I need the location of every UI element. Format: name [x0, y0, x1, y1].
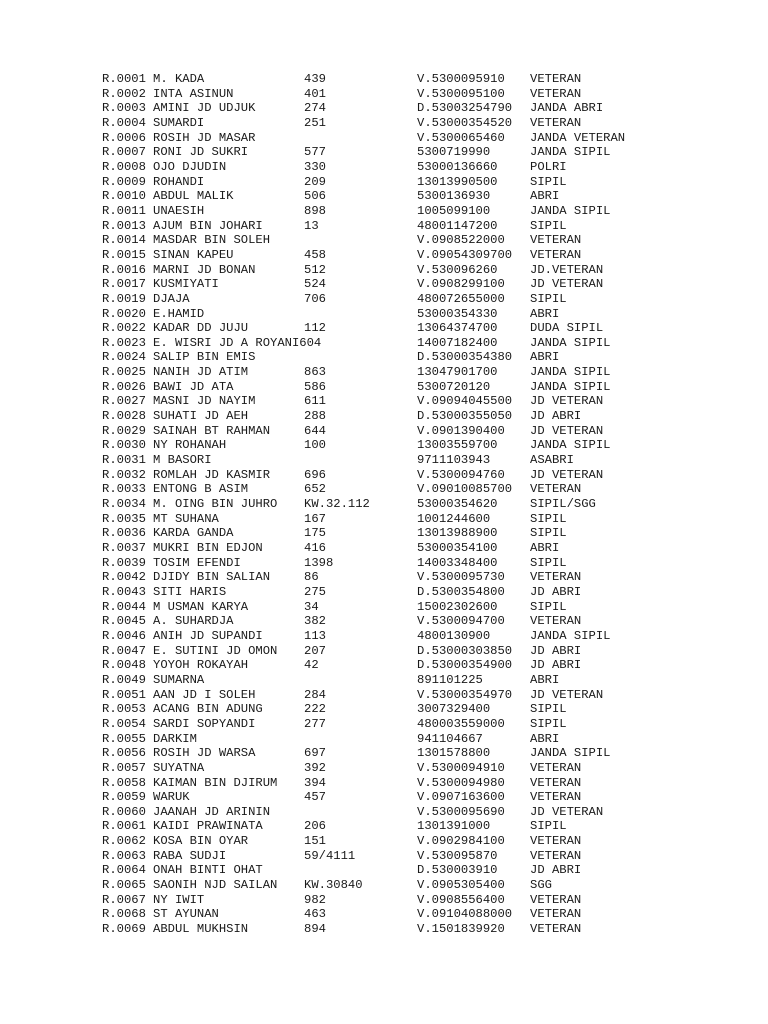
record-number: 209 — [304, 174, 326, 189]
record-number: 696 — [304, 467, 326, 482]
record-account: 14003348400 — [417, 555, 498, 570]
record-code: R.0042 — [102, 570, 146, 585]
record-category: SIPIL/SGG — [530, 497, 596, 512]
record-category: JD ABRI — [530, 643, 582, 658]
record-account: V.09010085700 — [417, 482, 513, 497]
record-account: 5300136930 — [417, 189, 491, 204]
record-category: SIPIL — [530, 819, 567, 834]
record-code: R.0004 — [102, 115, 146, 130]
record-category: JANDA SIPIL — [530, 335, 611, 350]
record-number: 175 — [304, 526, 326, 541]
record-account: V.5300095100 — [417, 86, 505, 101]
record-category: JANDA SIPIL — [530, 379, 611, 394]
record-account: V.5300094700 — [417, 614, 505, 629]
record-name: NY IWIT — [153, 892, 205, 907]
record-number: KW.30840 — [304, 878, 363, 893]
record-number: 251 — [304, 115, 326, 130]
record-account: V.53000354520 — [417, 115, 513, 130]
record-number: 898 — [304, 203, 326, 218]
record-category: JD.VETERAN — [530, 262, 604, 277]
record-code: R.0055 — [102, 731, 146, 746]
record-code: R.0037 — [102, 541, 146, 555]
record-code: R.0035 — [102, 511, 146, 526]
record-category: JD ABRI — [530, 409, 582, 424]
record-category: JD VETERAN — [530, 804, 604, 819]
record-number: 206 — [304, 819, 326, 834]
record-code: R.0069 — [102, 922, 146, 937]
record-account: 1301578800 — [417, 746, 491, 761]
record-code: R.0034 — [102, 497, 146, 512]
record-account: 13047901700 — [417, 365, 498, 380]
record-code: R.0048 — [102, 658, 146, 673]
record-number: KW.32.112 — [304, 497, 370, 512]
record-category: JANDA ABRI — [530, 101, 604, 116]
record-account: V.5300095730 — [417, 570, 505, 585]
record-category: VETERAN — [530, 790, 582, 805]
record-code: R.0067 — [102, 892, 146, 907]
record-account: D.530003910 — [417, 863, 498, 878]
record-number: 706 — [304, 291, 326, 306]
record-number: 42 — [304, 658, 319, 673]
record-name: UNAESIH — [153, 203, 205, 218]
record-name: ACANG BIN ADUNG — [153, 702, 263, 717]
record-name: ABDUL MUKHSIN — [153, 922, 249, 937]
record-account: V.09054309700 — [417, 247, 513, 262]
record-name: MARNI JD BONAN — [153, 262, 256, 277]
record-code: R.0065 — [102, 878, 146, 893]
record-category: VETERAN — [530, 570, 582, 585]
record-number: 275 — [304, 584, 326, 599]
record-number: 416 — [304, 541, 326, 555]
record-account: 13064374700 — [417, 321, 498, 336]
record-number: 506 — [304, 189, 326, 204]
record-code: R.0003 — [102, 101, 146, 116]
record-name: TOSIM EFENDI — [153, 555, 241, 570]
record-account: V.5300094910 — [417, 760, 505, 775]
record-account: V.0907163600 — [417, 790, 505, 805]
record-number: 863 — [304, 365, 326, 380]
record-name: RONI JD SUKRI — [153, 145, 249, 160]
record-category: JD ABRI — [530, 658, 582, 673]
record-account: 5300720120 — [417, 379, 491, 394]
record-code: R.0053 — [102, 702, 146, 717]
record-account: 48001147200 — [417, 218, 498, 233]
record-code: R.0056 — [102, 746, 146, 761]
record-number: 222 — [304, 702, 326, 717]
record-account: 53000354330 — [417, 306, 498, 321]
record-category: ABRI — [530, 672, 560, 687]
record-category: VETERAN — [530, 482, 582, 497]
record-code: R.0009 — [102, 174, 146, 189]
record-category: ABRI — [530, 731, 560, 746]
record-number: 382 — [304, 614, 326, 629]
record-category: JANDA VETERAN — [530, 130, 626, 145]
record-category: VETERAN — [530, 760, 582, 775]
record-name: ONAH BINTI OHAT — [153, 863, 263, 878]
record-name: M. KADA — [153, 72, 205, 86]
record-name: NANIH JD ATIM — [153, 365, 249, 380]
record-account: V.0905305400 — [417, 878, 505, 893]
record-code: R.0006 — [102, 130, 146, 145]
record-code: R.0064 — [102, 863, 146, 878]
record-category: JANDA SIPIL — [530, 145, 611, 160]
record-name: MUKRI BIN EDJON — [153, 541, 263, 555]
record-number: 330 — [304, 159, 326, 174]
record-number: 277 — [304, 716, 326, 731]
record-code: R.0026 — [102, 379, 146, 394]
record-account: V.09094045500 — [417, 394, 513, 409]
record-category: POLRI — [530, 159, 567, 174]
record-account: V.5300095910 — [417, 72, 505, 86]
record-name: MT SUHANA — [153, 511, 219, 526]
record-category: VETERAN — [530, 922, 582, 937]
record-name: KOSA BIN OYAR — [153, 834, 249, 849]
record-category: JANDA SIPIL — [530, 628, 611, 643]
record-number: 439 — [304, 72, 326, 86]
record-name: DARKIM — [153, 731, 197, 746]
record-name: A. SUHARDJA — [153, 614, 234, 629]
record-category: DUDA SIPIL — [530, 321, 604, 336]
record-name: MASDAR BIN SOLEH — [153, 233, 271, 248]
record-name: DJAJA — [153, 291, 190, 306]
record-code: R.0060 — [102, 804, 146, 819]
record-account: V.5300065460 — [417, 130, 505, 145]
record-name: ST AYUNAN — [153, 907, 219, 922]
record-category: VETERAN — [530, 907, 582, 922]
record-code: R.0008 — [102, 159, 146, 174]
record-category: VETERAN — [530, 848, 582, 863]
record-account: 14007182400 — [417, 335, 498, 350]
record-number: 394 — [304, 775, 326, 790]
record-category: SIPIL — [530, 511, 567, 526]
record-account: V.5300094980 — [417, 775, 505, 790]
record-code: R.0049 — [102, 672, 146, 687]
record-name: NY ROHANAH — [153, 438, 227, 453]
record-category: JD VETERAN — [530, 394, 604, 409]
record-name: ROSIH JD WARSA — [153, 746, 256, 761]
record-account: 53000136660 — [417, 159, 498, 174]
record-name: AJUM BIN JOHARI — [153, 218, 263, 233]
record-name: KUSMIYATI — [153, 277, 219, 292]
record-code: R.0023 — [102, 335, 146, 350]
record-account: 3007329400 — [417, 702, 491, 717]
record-category: SGG — [530, 878, 552, 893]
record-category: SIPIL — [530, 526, 567, 541]
record-code: R.0027 — [102, 394, 146, 409]
record-category: JD VETERAN — [530, 687, 604, 702]
record-name: ROSIH JD MASAR — [153, 130, 256, 145]
record-number: 611 — [304, 394, 326, 409]
record-name: WARUK — [153, 790, 190, 805]
record-name: JAANAH JD ARININ — [153, 804, 271, 819]
record-code: R.0020 — [102, 306, 146, 321]
record-number: 392 — [304, 760, 326, 775]
record-category: JD VETERAN — [530, 467, 604, 482]
record-code: R.0002 — [102, 86, 146, 101]
record-account: D.53000354380 — [417, 350, 513, 365]
record-account: V.0908299100 — [417, 277, 505, 292]
record-number: 34 — [304, 599, 319, 614]
record-code: R.0032 — [102, 467, 146, 482]
record-code: R.0029 — [102, 423, 146, 438]
record-category: VETERAN — [530, 892, 582, 907]
record-account: 9711103943 — [417, 453, 491, 468]
record-account: V.530096260 — [417, 262, 498, 277]
record-account: 480003559000 — [417, 716, 505, 731]
record-code: R.0051 — [102, 687, 146, 702]
record-number: 151 — [304, 834, 326, 849]
record-code: R.0033 — [102, 482, 146, 497]
record-code: R.0044 — [102, 599, 146, 614]
record-name: MASNI JD NAYIM — [153, 394, 256, 409]
record-number: 13 — [304, 218, 319, 233]
record-name: E. WISRI JD A ROYANI604 — [153, 335, 322, 350]
record-code: R.0063 — [102, 848, 146, 863]
record-account: V.5300094760 — [417, 467, 505, 482]
record-number: 586 — [304, 379, 326, 394]
record-account: 1301391000 — [417, 819, 491, 834]
record-number: 113 — [304, 628, 326, 643]
record-number: 274 — [304, 101, 326, 116]
record-name: SUMARNA — [153, 672, 205, 687]
record-category: SIPIL — [530, 174, 567, 189]
record-account: V.0908556400 — [417, 892, 505, 907]
record-category: VETERAN — [530, 775, 582, 790]
record-account: 5300719990 — [417, 145, 491, 160]
record-name: KAIMAN BIN DJIRUM — [153, 775, 278, 790]
record-name: BAWI JD ATA — [153, 379, 234, 394]
record-account: V.0901390400 — [417, 423, 505, 438]
record-name: ROHANDI — [153, 174, 205, 189]
record-name: ANIH JD SUPANDI — [153, 628, 263, 643]
record-code: R.0028 — [102, 409, 146, 424]
record-category: ASABRI — [530, 453, 574, 468]
record-code: R.0010 — [102, 189, 146, 204]
record-code: R.0016 — [102, 262, 146, 277]
record-account: 15002302600 — [417, 599, 498, 614]
record-code: R.0043 — [102, 584, 146, 599]
record-account: D.53000355050 — [417, 409, 513, 424]
record-number: 284 — [304, 687, 326, 702]
record-category: VETERAN — [530, 834, 582, 849]
record-category: JANDA SIPIL — [530, 438, 611, 453]
record-code: R.0057 — [102, 760, 146, 775]
record-name: ENTONG B ASIM — [153, 482, 249, 497]
record-name: SITI HARIS — [153, 584, 227, 599]
record-number: 207 — [304, 643, 326, 658]
record-account: V.09104088000 — [417, 907, 513, 922]
record-code: R.0061 — [102, 819, 146, 834]
record-number: 457 — [304, 790, 326, 805]
record-name: E.HAMID — [153, 306, 205, 321]
record-code: R.0062 — [102, 834, 146, 849]
record-name: YOYOH ROKAYAH — [153, 658, 249, 673]
record-account: 891101225 — [417, 672, 483, 687]
record-code: R.0007 — [102, 145, 146, 160]
record-account: V.1501839920 — [417, 922, 505, 937]
record-code: R.0036 — [102, 526, 146, 541]
record-category: SIPIL — [530, 716, 567, 731]
record-name: M BASORI — [153, 453, 212, 468]
record-category: VETERAN — [530, 72, 582, 86]
record-account: 4800130900 — [417, 628, 491, 643]
record-code: R.0015 — [102, 247, 146, 262]
record-number: 512 — [304, 262, 326, 277]
record-category: JD ABRI — [530, 584, 582, 599]
record-number: 463 — [304, 907, 326, 922]
record-code: R.0019 — [102, 291, 146, 306]
record-code: R.0001 — [102, 72, 146, 86]
record-number: 982 — [304, 892, 326, 907]
record-number: 524 — [304, 277, 326, 292]
record-name: KADAR DD JUJU — [153, 321, 249, 336]
record-account: 1001244600 — [417, 511, 491, 526]
record-category: ABRI — [530, 350, 560, 365]
record-name: SUHATI JD AEH — [153, 409, 249, 424]
record-name: KAIDI PRAWINATA — [153, 819, 263, 834]
record-code: R.0013 — [102, 218, 146, 233]
record-category: VETERAN — [530, 247, 582, 262]
record-name: ROMLAH JD KASMIR — [153, 467, 271, 482]
record-code: R.0047 — [102, 643, 146, 658]
record-category: ABRI — [530, 541, 560, 555]
record-code: R.0017 — [102, 277, 146, 292]
record-account: V.53000354970 — [417, 687, 513, 702]
record-number: 644 — [304, 423, 326, 438]
record-name: KARDA GANDA — [153, 526, 234, 541]
record-name: SAINAH BT RAHMAN — [153, 423, 271, 438]
record-code: R.0045 — [102, 614, 146, 629]
record-category: SIPIL — [530, 291, 567, 306]
record-number: 894 — [304, 922, 326, 937]
record-category: ABRI — [530, 189, 560, 204]
record-name: M. OING BIN JUHRO — [153, 497, 278, 512]
record-code: R.0054 — [102, 716, 146, 731]
record-code: R.0024 — [102, 350, 146, 365]
record-name: AAN JD I SOLEH — [153, 687, 256, 702]
record-category: VETERAN — [530, 115, 582, 130]
record-account: 13013988900 — [417, 526, 498, 541]
record-category: JANDA SIPIL — [530, 746, 611, 761]
record-name: AMINI JD UDJUK — [153, 101, 256, 116]
record-name: INTA ASINUN — [153, 86, 234, 101]
record-number: 112 — [304, 321, 326, 336]
record-category: JD ABRI — [530, 863, 582, 878]
record-account: D.53003254790 — [417, 101, 513, 116]
record-name: E. SUTINI JD OMON — [153, 643, 278, 658]
record-code: R.0059 — [102, 790, 146, 805]
record-category: VETERAN — [530, 614, 582, 629]
record-category: VETERAN — [530, 233, 582, 248]
record-number: 167 — [304, 511, 326, 526]
record-name: SUMARDI — [153, 115, 205, 130]
record-number: 458 — [304, 247, 326, 262]
record-account: 53000354100 — [417, 541, 498, 555]
record-account: V.0902984100 — [417, 834, 505, 849]
record-account: 480072655000 — [417, 291, 505, 306]
record-account: D.53000354900 — [417, 658, 513, 673]
record-name: SINAN KAPEU — [153, 247, 234, 262]
record-category: SIPIL — [530, 702, 567, 717]
record-name: M USMAN KARYA — [153, 599, 249, 614]
record-code: R.0014 — [102, 233, 146, 248]
record-account: 13003559700 — [417, 438, 498, 453]
record-category: ABRI — [530, 306, 560, 321]
record-number: 59/4111 — [304, 848, 356, 863]
record-category: SIPIL — [530, 218, 567, 233]
record-name: SALIP BIN EMIS — [153, 350, 256, 365]
record-account: 1005099100 — [417, 203, 491, 218]
record-name: DJIDY BIN SALIAN — [153, 570, 271, 585]
record-account: V.0908522000 — [417, 233, 505, 248]
record-category: JD VETERAN — [530, 277, 604, 292]
record-number: 577 — [304, 145, 326, 160]
record-account: 941104667 — [417, 731, 483, 746]
record-code: R.0039 — [102, 555, 146, 570]
record-name: ABDUL MALIK — [153, 189, 234, 204]
record-code: R.0068 — [102, 907, 146, 922]
record-category: VETERAN — [530, 86, 582, 101]
record-account: D.53000303850 — [417, 643, 513, 658]
record-number: 652 — [304, 482, 326, 497]
record-code: R.0025 — [102, 365, 146, 380]
record-number: 86 — [304, 570, 319, 585]
record-category: JANDA SIPIL — [530, 365, 611, 380]
record-name: SAONIH NJD SAILAN — [153, 878, 278, 893]
record-account: V.530095870 — [417, 848, 498, 863]
record-account: V.5300095690 — [417, 804, 505, 819]
record-category: SIPIL — [530, 555, 567, 570]
record-name: RABA SUDJI — [153, 848, 227, 863]
record-number: 100 — [304, 438, 326, 453]
record-category: SIPIL — [530, 599, 567, 614]
record-code: R.0022 — [102, 321, 146, 336]
record-name: OJO DJUDIN — [153, 159, 227, 174]
record-name: SUYATNA — [153, 760, 205, 775]
record-code: R.0011 — [102, 203, 146, 218]
record-code: R.0058 — [102, 775, 146, 790]
record-number: 697 — [304, 746, 326, 761]
record-number: 401 — [304, 86, 326, 101]
record-account: 53000354620 — [417, 497, 498, 512]
record-code: R.0046 — [102, 628, 146, 643]
record-code: R.0031 — [102, 453, 146, 468]
record-account: 13013990500 — [417, 174, 498, 189]
record-category: JANDA SIPIL — [530, 203, 611, 218]
record-name: SARDI SOPYANDI — [153, 716, 256, 731]
record-number: 1398 — [304, 555, 334, 570]
record-account: D.5300354800 — [417, 584, 505, 599]
record-category: JD VETERAN — [530, 423, 604, 438]
record-code: R.0030 — [102, 438, 146, 453]
record-number: 288 — [304, 409, 326, 424]
